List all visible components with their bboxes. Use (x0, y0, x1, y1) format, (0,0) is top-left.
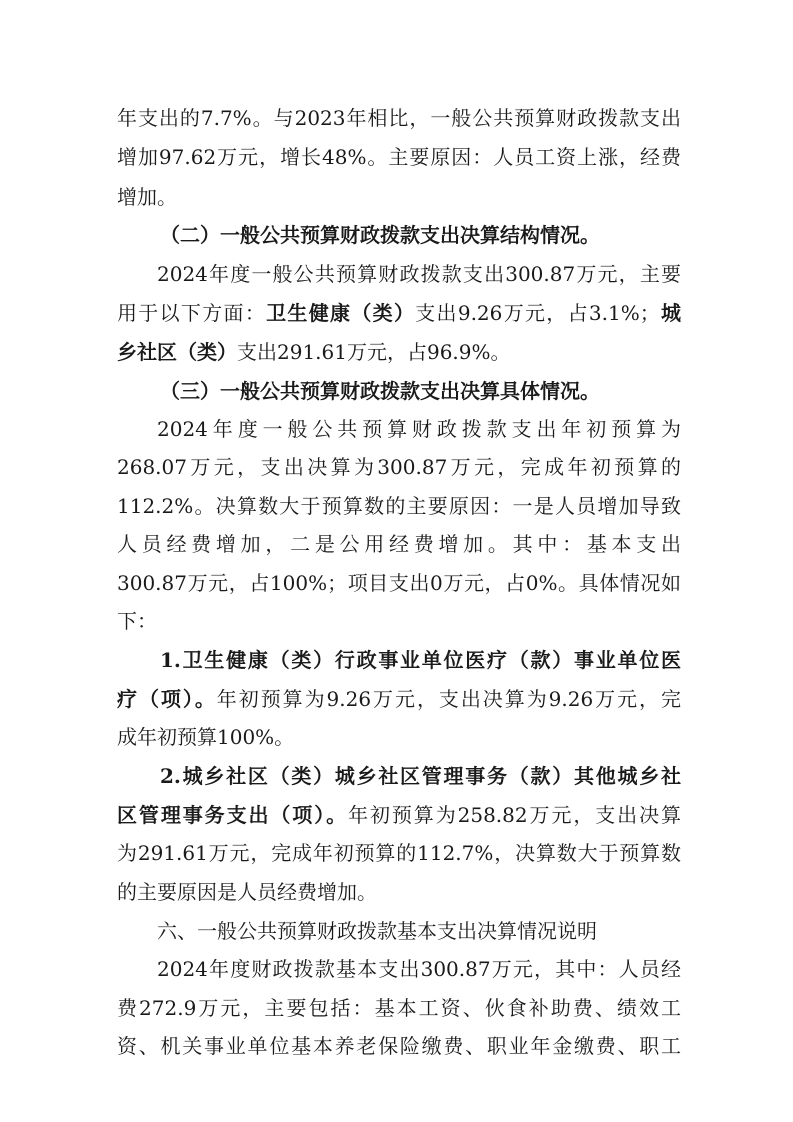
text-run: 人员经费增加，二是公用经费增加。其中：基本支出 (117, 532, 681, 556)
text-run: 年初预算为258.82万元，支出决算 (348, 803, 681, 827)
text-line (117, 142, 681, 172)
text-run: 成年初预算100%。 (117, 725, 295, 749)
text-run: 的主要原因是人员经费增加。 (117, 880, 377, 904)
text-run: 六、一般公共预算财政拨款基本支出决算情况说明 (157, 919, 597, 943)
text-line (117, 103, 681, 133)
text-line (157, 259, 681, 289)
text-line (160, 376, 681, 406)
text-line (117, 568, 681, 598)
text-run: 费272.9万元，主要包括：基本工资、伙食补助费、绩效工 (117, 996, 681, 1020)
text-run: 下： (117, 609, 157, 633)
text-line (117, 606, 681, 636)
text-line (117, 838, 681, 868)
text-line (117, 722, 681, 752)
text-line (117, 684, 681, 714)
text-line (117, 298, 681, 328)
text-line (117, 877, 681, 907)
text-run: 2024年度一般公共预算财政拨款支出年初预算为 (157, 417, 681, 441)
bold-text-run: （二）一般公共预算财政拨款支出决算结构情况。 (160, 223, 600, 247)
text-run: 支出291.61万元，占96.9%。 (237, 340, 511, 364)
text-run: 300.87万元，占100%；项目支出0万元，占0%。具体情况如 (117, 571, 681, 595)
text-run: 为291.61万元，完成年初预算的112.7%，决算数大于预算数 (117, 841, 681, 865)
text-line (160, 761, 681, 791)
text-line (117, 529, 681, 559)
bold-text-run: 2.城乡社区（类）城乡社区管理事务（款）其他城乡社 (160, 764, 681, 788)
text-run: 2024年度一般公共预算财政拨款支出300.87万元，主要 (157, 262, 681, 286)
text-line (117, 337, 681, 367)
bold-text-run: 城 (659, 301, 681, 325)
text-run: 增加97.62万元，增长48%。主要原因：人员工资上涨，经费 (117, 145, 681, 169)
bold-text-run: 卫生健康（类） (266, 301, 416, 325)
text-line (117, 993, 681, 1023)
bold-text-run: 区管理事务支出（项）。 (117, 803, 349, 827)
text-run: 年初预算为9.26万元，支出决算为9.26万元，完 (216, 687, 681, 711)
text-run: 增加。 (117, 185, 177, 209)
text-run: 2024年度财政拨款基本支出300.87万元，其中：人员经 (157, 957, 681, 981)
text-run: 支出9.26万元，占3.1%； (415, 301, 660, 325)
text-line (160, 645, 681, 675)
text-run: 用于以下方面： (117, 301, 267, 325)
text-line (157, 916, 681, 946)
text-run: 112.2%。决算数大于预算数的主要原因：一是人员增加导致 (117, 494, 681, 518)
text-run: 268.07万元，支出决算为300.87万元，完成年初预算的 (117, 455, 681, 479)
bold-text-run: 疗（项）。 (117, 687, 217, 711)
text-line (117, 800, 681, 830)
text-line (157, 954, 681, 984)
text-line (157, 414, 681, 444)
bold-text-run: （三）一般公共预算财政拨款支出决算具体情况。 (160, 379, 600, 403)
bold-text-run: 1.卫生健康（类）行政事业单位医疗（款）事业单位医 (160, 648, 681, 672)
text-line (117, 1031, 681, 1061)
text-run: 资、机关事业单位基本养老保险缴费、职业年金缴费、职工 (117, 1034, 681, 1058)
text-line (117, 452, 681, 482)
text-run: 年支出的7.7%。与2023年相比，一般公共预算财政拨款支出 (117, 106, 681, 130)
text-line (117, 491, 681, 521)
text-line (160, 220, 681, 250)
text-line (117, 182, 681, 212)
bold-text-run: 乡社区（类） (117, 340, 237, 364)
